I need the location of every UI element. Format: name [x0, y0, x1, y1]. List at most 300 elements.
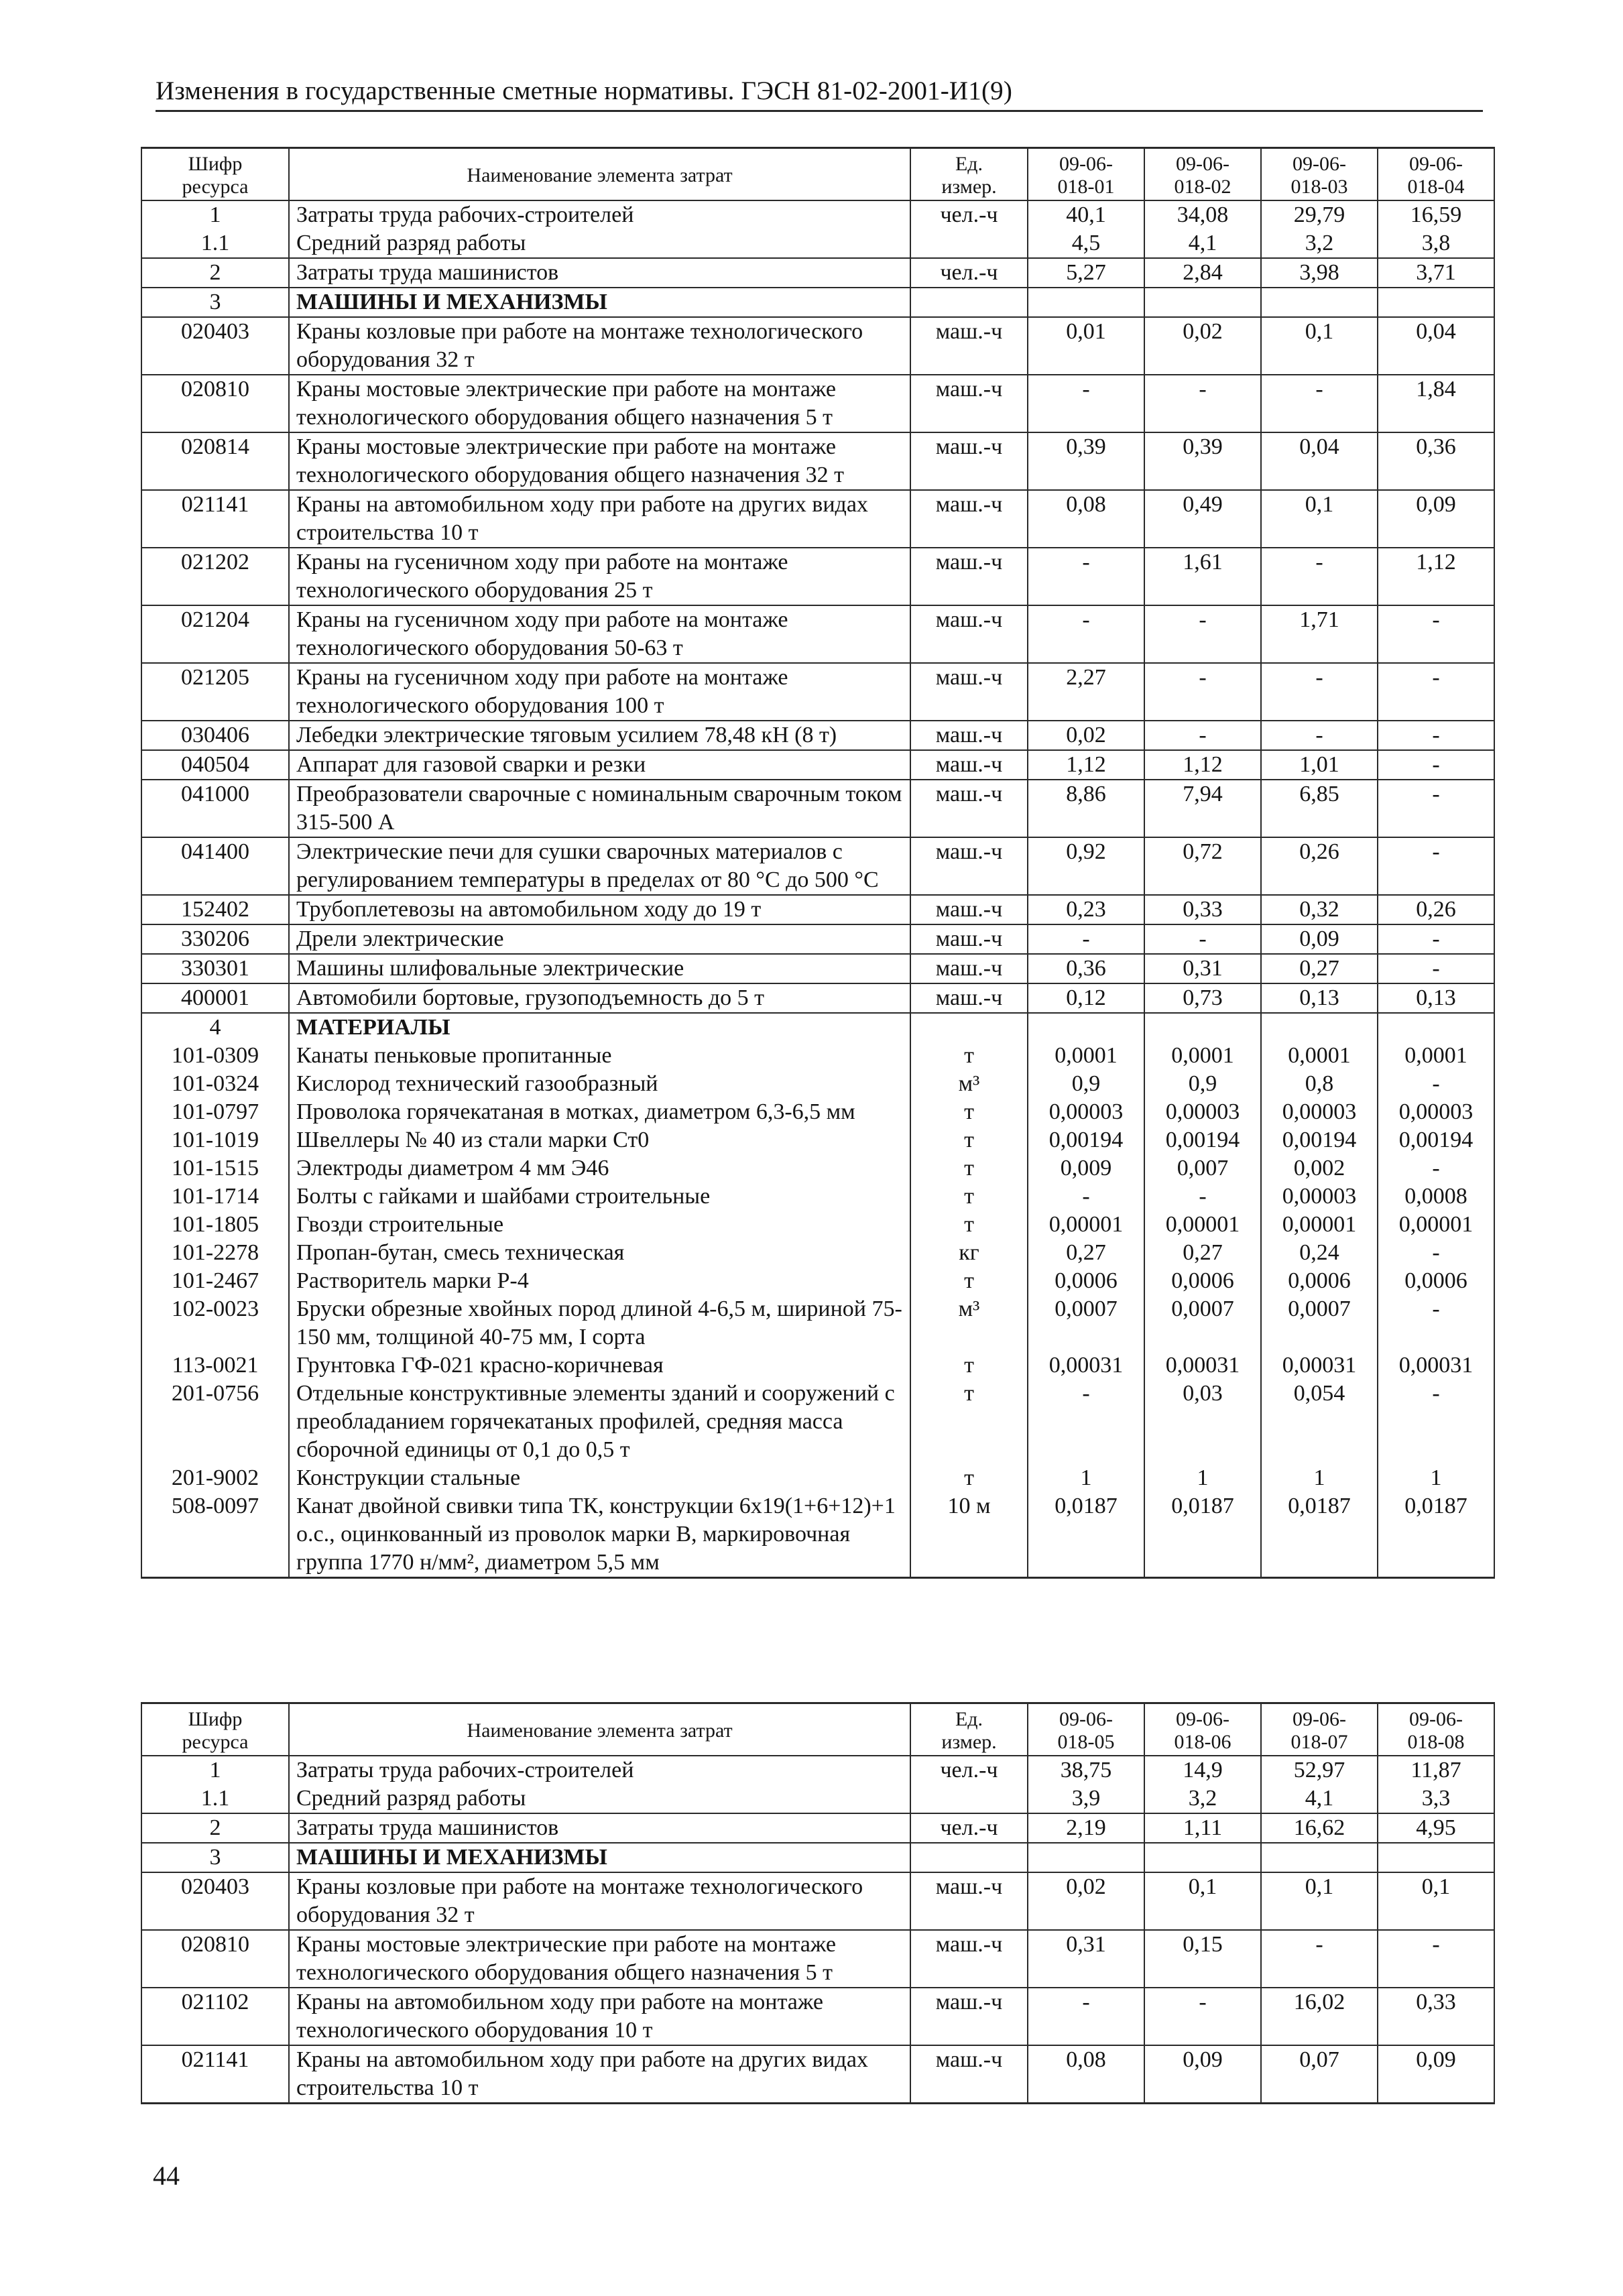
resource-code: 021205	[141, 663, 289, 721]
resource-unit: маш.-ч	[910, 837, 1028, 895]
resource-name: Преобразователи сварочные с номинальным сварочным током 315-500 А	[289, 780, 910, 837]
resource-name: Краны на гусеничном ходу при работе на монтаже технологического оборудования 100 т	[289, 663, 910, 721]
norm-value-3: 0,0006	[1261, 1267, 1378, 1295]
resource-name: Затраты труда рабочих-строителей	[289, 200, 910, 229]
table-row	[141, 229, 1494, 258]
norm-value-2: 34,08	[1144, 200, 1261, 229]
table-row	[141, 1988, 1494, 2045]
norm-value-3: 0,8	[1261, 1070, 1378, 1098]
resource-unit: маш.-ч	[910, 983, 1028, 1013]
norm-value-4: 16,59	[1378, 200, 1494, 229]
resource-unit: маш.-ч	[910, 924, 1028, 954]
norm-value-4: 1,84	[1378, 375, 1494, 432]
resource-code: 201-9002	[141, 1464, 289, 1492]
norm-value-4: 0,13	[1378, 983, 1494, 1013]
norm-value-3: 0,1	[1261, 490, 1378, 548]
section-heading-row	[141, 1843, 1494, 1872]
norm-value-4: 3,3	[1378, 1785, 1494, 1813]
norm-value-3: 0,32	[1261, 895, 1378, 924]
norm-value-4: -	[1378, 721, 1494, 750]
resource-unit: маш.-ч	[910, 1930, 1028, 1988]
table-row	[141, 1380, 1494, 1464]
resource-name: Краны на автомобильном ходу при работе на монтаже технологического оборудования 10 т	[289, 1988, 910, 2045]
header-norm-col-4: 09-06- 018-04	[1378, 148, 1494, 201]
resource-code: 041400	[141, 837, 289, 895]
table-body	[141, 200, 1494, 1578]
resource-unit: маш.-ч	[910, 605, 1028, 663]
norm-value-4: 0,00031	[1378, 1351, 1494, 1380]
norm-value-2: 7,94	[1144, 780, 1261, 837]
resource-code: 101-1515	[141, 1154, 289, 1183]
resource-code: 101-0324	[141, 1070, 289, 1098]
norm-value-3: 0,054	[1261, 1380, 1378, 1464]
norm-value-2: 0,49	[1144, 490, 1261, 548]
norm-value-1: -	[1028, 924, 1144, 954]
resource-name: Отдельные конструктивные элементы зданий и сооружений с преобладанием горячекатаных профилей, средняя масса сборочной единицы от 0,1 до 0,5 т	[289, 1380, 910, 1464]
resource-code: 021202	[141, 548, 289, 605]
resource-name: Краны на автомобильном ходу при работе на других видах строительства 10 т	[289, 2045, 910, 2104]
norm-value-3: 0,24	[1261, 1239, 1378, 1267]
norm-value-2: -	[1144, 375, 1261, 432]
norm-value-2: -	[1144, 924, 1261, 954]
norm-value-1: 0,23	[1028, 895, 1144, 924]
resource-name: Канат двойной свивки типа ТК, конструкции 6х19(1+6+12)+1 о.с., оцинкованный из проволок марки В, маркировочная группа 1770 н/мм², диаметром 5,5 мм	[289, 1492, 910, 1578]
resource-code: 400001	[141, 983, 289, 1013]
header-norm-col-1: 09-06- 018-01	[1028, 148, 1144, 201]
norm-value-1: 0,92	[1028, 837, 1144, 895]
resource-unit: чел.-ч	[910, 1756, 1028, 1785]
resource-unit: т	[910, 1380, 1028, 1464]
resource-code: 101-1714	[141, 1183, 289, 1211]
norm-value-2: 0,00001	[1144, 1211, 1261, 1239]
norm-value-1: 1,12	[1028, 750, 1144, 780]
table-row	[141, 490, 1494, 548]
resource-name: Средний разряд работы	[289, 229, 910, 258]
norm-value-2: 1	[1144, 1464, 1261, 1492]
resource-code: 102-0023	[141, 1295, 289, 1351]
norm-value-1: -	[1028, 1183, 1144, 1211]
norm-value-3: 16,02	[1261, 1988, 1378, 2045]
resource-unit	[910, 288, 1028, 317]
norm-value-2: -	[1144, 721, 1261, 750]
norm-value-4: -	[1378, 780, 1494, 837]
resource-code: 330206	[141, 924, 289, 954]
norm-value-1: 0,00031	[1028, 1351, 1144, 1380]
norm-value-4: 0,0001	[1378, 1042, 1494, 1070]
table-row	[141, 837, 1494, 895]
norm-value-1: 4,5	[1028, 229, 1144, 258]
resource-name: Болты с гайками и шайбами строительные	[289, 1183, 910, 1211]
resource-name: Конструкции стальные	[289, 1464, 910, 1492]
table-row	[141, 780, 1494, 837]
norm-value-2: 0,39	[1144, 432, 1261, 490]
resource-code: 1.1	[141, 1785, 289, 1813]
norm-value-1: -	[1028, 1380, 1144, 1464]
norm-value-4: 0,00003	[1378, 1098, 1494, 1126]
header-norm-col-2: 09-06- 018-02	[1144, 148, 1261, 201]
resource-code: 330301	[141, 954, 289, 983]
resource-name: Гвозди строительные	[289, 1211, 910, 1239]
header-unit: Ед. измер.	[910, 1703, 1028, 1756]
norm-value-3	[1261, 1013, 1378, 1042]
norm-value-1: -	[1028, 548, 1144, 605]
resource-code: 1.1	[141, 229, 289, 258]
table-row	[141, 200, 1494, 229]
table-row	[141, 605, 1494, 663]
table-row	[141, 1267, 1494, 1295]
norm-value-1: 0,08	[1028, 2045, 1144, 2104]
norm-value-4: -	[1378, 750, 1494, 780]
norm-value-3: 16,62	[1261, 1813, 1378, 1843]
norm-value-4	[1378, 288, 1494, 317]
norm-value-2: 0,33	[1144, 895, 1261, 924]
norm-value-1: -	[1028, 1988, 1144, 2045]
table-row	[141, 1098, 1494, 1126]
resource-unit: маш.-ч	[910, 317, 1028, 375]
norm-value-1: 5,27	[1028, 258, 1144, 288]
header-code: Шифр ресурса	[141, 1703, 289, 1756]
norm-value-1: 0,0001	[1028, 1042, 1144, 1070]
norm-value-2: 3,2	[1144, 1785, 1261, 1813]
table-row	[141, 954, 1494, 983]
resource-unit	[910, 229, 1028, 258]
norm-value-1: 0,02	[1028, 721, 1144, 750]
norm-value-2: 0,0187	[1144, 1492, 1261, 1578]
norm-value-3: 0,13	[1261, 983, 1378, 1013]
norm-value-3: -	[1261, 548, 1378, 605]
norm-value-2: 14,9	[1144, 1756, 1261, 1785]
norm-value-4: 0,36	[1378, 432, 1494, 490]
resource-code: 101-0309	[141, 1042, 289, 1070]
norm-value-3: -	[1261, 375, 1378, 432]
norm-value-3: 0,00031	[1261, 1351, 1378, 1380]
resource-name: Пропан-бутан, смесь техническая	[289, 1239, 910, 1267]
norm-value-1	[1028, 1843, 1144, 1872]
resource-code: 2	[141, 258, 289, 288]
norm-value-3	[1261, 288, 1378, 317]
norm-value-1: 0,27	[1028, 1239, 1144, 1267]
resource-unit	[910, 1785, 1028, 1813]
resource-name: Затраты труда машинистов	[289, 258, 910, 288]
norm-value-4: 3,8	[1378, 229, 1494, 258]
document-title: Изменения в государственные сметные нормативы. ГЭСН 81-02-2001-И1(9)	[156, 76, 1013, 105]
norm-value-4: 1	[1378, 1464, 1494, 1492]
resource-code: 101-2467	[141, 1267, 289, 1295]
norm-value-3: 0,27	[1261, 954, 1378, 983]
norm-value-2: 0,0006	[1144, 1267, 1261, 1295]
header-norm-col-3: 09-06- 018-07	[1261, 1703, 1378, 1756]
norm-value-4: 0,33	[1378, 1988, 1494, 2045]
resource-unit: маш.-ч	[910, 1872, 1028, 1930]
norm-value-1: 3,9	[1028, 1785, 1144, 1813]
resource-unit: м³	[910, 1070, 1028, 1098]
norm-value-3: 0,0187	[1261, 1492, 1378, 1578]
resource-code: 020810	[141, 1930, 289, 1988]
norm-value-4: -	[1378, 1239, 1494, 1267]
norm-value-1: 38,75	[1028, 1756, 1144, 1785]
resource-unit: маш.-ч	[910, 895, 1028, 924]
resource-unit: маш.-ч	[910, 780, 1028, 837]
table-row	[141, 1492, 1494, 1578]
resource-unit: т	[910, 1098, 1028, 1126]
norm-value-1: 0,00001	[1028, 1211, 1144, 1239]
norm-value-3: 0,1	[1261, 317, 1378, 375]
resource-code: 101-0797	[141, 1098, 289, 1126]
norm-value-3: 0,0001	[1261, 1042, 1378, 1070]
resource-table-2	[141, 1702, 1495, 2104]
table-row	[141, 1070, 1494, 1098]
table-row	[141, 750, 1494, 780]
resource-unit: т	[910, 1183, 1028, 1211]
norm-value-3: 3,2	[1261, 229, 1378, 258]
resource-name: Растворитель марки Р-4	[289, 1267, 910, 1295]
norm-value-3: 1,01	[1261, 750, 1378, 780]
resource-unit: маш.-ч	[910, 490, 1028, 548]
norm-value-3: 0,002	[1261, 1154, 1378, 1183]
section-heading-row	[141, 1013, 1494, 1042]
table-header-row	[141, 148, 1494, 201]
resource-name: Краны мостовые электрические при работе на монтаже технологического оборудования общего назначения 32 т	[289, 432, 910, 490]
norm-value-2: 2,84	[1144, 258, 1261, 288]
norm-value-1: 0,08	[1028, 490, 1144, 548]
page-header	[156, 75, 1483, 112]
resource-code: 2	[141, 1813, 289, 1843]
resource-unit	[910, 1013, 1028, 1042]
norm-value-2: 1,11	[1144, 1813, 1261, 1843]
norm-value-3: 0,04	[1261, 432, 1378, 490]
norm-value-1: 0,01	[1028, 317, 1144, 375]
table-row	[141, 432, 1494, 490]
resource-name: Затраты труда рабочих-строителей	[289, 1756, 910, 1785]
norm-value-4	[1378, 1843, 1494, 1872]
norm-value-4: 0,09	[1378, 490, 1494, 548]
norm-value-1: 40,1	[1028, 200, 1144, 229]
norm-value-1: -	[1028, 375, 1144, 432]
norm-value-4: -	[1378, 1380, 1494, 1464]
resource-code: 020810	[141, 375, 289, 432]
section-heading: МАШИНЫ И МЕХАНИЗМЫ	[289, 1843, 910, 1872]
resource-unit: маш.-ч	[910, 432, 1028, 490]
norm-value-4: 0,26	[1378, 895, 1494, 924]
table-row	[141, 1211, 1494, 1239]
resource-code: 201-0756	[141, 1380, 289, 1464]
table-row	[141, 1351, 1494, 1380]
table-row	[141, 1042, 1494, 1070]
norm-value-1: 0,0187	[1028, 1492, 1144, 1578]
norm-value-2: 0,03	[1144, 1380, 1261, 1464]
table-row	[141, 1785, 1494, 1813]
header-code: Шифр ресурса	[141, 148, 289, 201]
resource-code: 020403	[141, 1872, 289, 1930]
norm-value-4: 0,0187	[1378, 1492, 1494, 1578]
table-row	[141, 2045, 1494, 2104]
section-heading: МАШИНЫ И МЕХАНИЗМЫ	[289, 288, 910, 317]
header-norm-col-3: 09-06- 018-03	[1261, 148, 1378, 201]
norm-value-1: 0,9	[1028, 1070, 1144, 1098]
norm-value-2: 1,12	[1144, 750, 1261, 780]
norm-value-4: 0,1	[1378, 1872, 1494, 1930]
norm-value-4: -	[1378, 605, 1494, 663]
norm-value-2: 0,02	[1144, 317, 1261, 375]
header-name: Наименование элемента затрат	[289, 148, 910, 201]
norm-value-4: 0,00001	[1378, 1211, 1494, 1239]
resource-unit: т	[910, 1126, 1028, 1154]
table-row	[141, 548, 1494, 605]
table-body	[141, 1756, 1494, 2104]
norm-value-4: 0,04	[1378, 317, 1494, 375]
norm-value-1: 1	[1028, 1464, 1144, 1492]
resource-name: Машины шлифовальные электрические	[289, 954, 910, 983]
norm-value-2: 4,1	[1144, 229, 1261, 258]
resource-name: Кислород технический газообразный	[289, 1070, 910, 1098]
resource-unit: маш.-ч	[910, 548, 1028, 605]
resource-code: 101-1805	[141, 1211, 289, 1239]
norm-value-4: 11,87	[1378, 1756, 1494, 1785]
table-row	[141, 1295, 1494, 1351]
header-norm-col-4: 09-06- 018-08	[1378, 1703, 1494, 1756]
table-row	[141, 1813, 1494, 1843]
norm-value-2: 0,007	[1144, 1154, 1261, 1183]
norm-value-4: 0,00194	[1378, 1126, 1494, 1154]
table-row	[141, 924, 1494, 954]
norm-value-2	[1144, 1843, 1261, 1872]
resource-unit: т	[910, 1154, 1028, 1183]
norm-value-2: 0,0001	[1144, 1042, 1261, 1070]
resource-name: Затраты труда машинистов	[289, 1813, 910, 1843]
norm-value-1: 0,12	[1028, 983, 1144, 1013]
norm-value-1	[1028, 1013, 1144, 1042]
resource-name: Краны на гусеничном ходу при работе на монтаже технологического оборудования 25 т	[289, 548, 910, 605]
table-row	[141, 1756, 1494, 1785]
norm-value-4: -	[1378, 1154, 1494, 1183]
resource-name: Канаты пеньковые пропитанные	[289, 1042, 910, 1070]
resource-code: 3	[141, 1843, 289, 1872]
norm-value-3: 1,71	[1261, 605, 1378, 663]
norm-value-1: 2,27	[1028, 663, 1144, 721]
norm-value-2: -	[1144, 1183, 1261, 1211]
norm-value-1: 0,0006	[1028, 1267, 1144, 1295]
norm-value-2: 0,00031	[1144, 1351, 1261, 1380]
norm-value-4: -	[1378, 837, 1494, 895]
resource-code: 1	[141, 1756, 289, 1785]
resource-name: Краны на автомобильном ходу при работе на других видах строительства 10 т	[289, 490, 910, 548]
norm-value-3	[1261, 1843, 1378, 1872]
table-row	[141, 1239, 1494, 1267]
norm-value-1: 0,0007	[1028, 1295, 1144, 1351]
resource-name: Дрели электрические	[289, 924, 910, 954]
norm-value-2: 0,1	[1144, 1872, 1261, 1930]
norm-value-3: 0,00003	[1261, 1098, 1378, 1126]
resource-unit	[910, 1843, 1028, 1872]
table-row	[141, 317, 1494, 375]
resource-name: Проволока горячекатаная в мотках, диаметром 6,3-6,5 мм	[289, 1098, 910, 1126]
table-row	[141, 258, 1494, 288]
norm-value-2: 0,09	[1144, 2045, 1261, 2104]
norm-value-2: 0,72	[1144, 837, 1261, 895]
norm-value-4: -	[1378, 1295, 1494, 1351]
norm-value-2: 0,00003	[1144, 1098, 1261, 1126]
resource-code: 041000	[141, 780, 289, 837]
norm-value-3: -	[1261, 1930, 1378, 1988]
resource-code: 040504	[141, 750, 289, 780]
resource-code: 1	[141, 200, 289, 229]
norm-value-1: 2,19	[1028, 1813, 1144, 1843]
resource-unit: чел.-ч	[910, 258, 1028, 288]
norm-value-1	[1028, 288, 1144, 317]
resource-name: Лебедки электрические тяговым усилием 78,48 кН (8 т)	[289, 721, 910, 750]
resource-name: Краны на гусеничном ходу при работе на монтаже технологического оборудования 50-63 т	[289, 605, 910, 663]
norm-value-3: 0,00194	[1261, 1126, 1378, 1154]
resource-name: Краны мостовые электрические при работе на монтаже технологического оборудования общего назначения 5 т	[289, 375, 910, 432]
norm-value-3: 0,1	[1261, 1872, 1378, 1930]
resource-table-1	[141, 147, 1495, 1579]
resource-name: Краны мостовые электрические при работе на монтаже технологического оборудования общего назначения 5 т	[289, 1930, 910, 1988]
resource-code: 101-2278	[141, 1239, 289, 1267]
norm-value-4: -	[1378, 1070, 1494, 1098]
section-heading-row	[141, 288, 1494, 317]
resource-name: Краны козловые при работе на монтаже технологического оборудования 32 т	[289, 1872, 910, 1930]
norm-value-1: -	[1028, 605, 1144, 663]
table-row	[141, 1154, 1494, 1183]
norm-value-3: -	[1261, 721, 1378, 750]
norm-value-2: 0,73	[1144, 983, 1261, 1013]
resource-unit: маш.-ч	[910, 663, 1028, 721]
norm-value-4	[1378, 1013, 1494, 1042]
header-unit: Ед. измер.	[910, 148, 1028, 201]
norm-value-2: 0,27	[1144, 1239, 1261, 1267]
norm-value-2: 1,61	[1144, 548, 1261, 605]
table-row	[141, 375, 1494, 432]
resource-unit: маш.-ч	[910, 2045, 1028, 2104]
resource-code: 030406	[141, 721, 289, 750]
resource-unit: маш.-ч	[910, 1988, 1028, 2045]
table-row	[141, 1464, 1494, 1492]
norm-value-3: 0,09	[1261, 924, 1378, 954]
resource-unit: маш.-ч	[910, 721, 1028, 750]
norm-value-1: 0,36	[1028, 954, 1144, 983]
norm-value-3: 1	[1261, 1464, 1378, 1492]
resource-name: Трубоплетевозы на автомобильном ходу до 19 т	[289, 895, 910, 924]
table-row	[141, 1126, 1494, 1154]
norm-value-4: -	[1378, 924, 1494, 954]
resource-name: Аппарат для газовой сварки и резки	[289, 750, 910, 780]
resource-code: 152402	[141, 895, 289, 924]
table-row	[141, 1183, 1494, 1211]
table-header-row	[141, 1703, 1494, 1756]
resource-code: 4	[141, 1013, 289, 1042]
norm-value-4: 4,95	[1378, 1813, 1494, 1843]
norm-value-2: 0,15	[1144, 1930, 1261, 1988]
norm-value-2	[1144, 288, 1261, 317]
resource-unit: 10 м	[910, 1492, 1028, 1578]
resource-code: 020814	[141, 432, 289, 490]
norm-value-3: 0,26	[1261, 837, 1378, 895]
norm-value-1: 0,31	[1028, 1930, 1144, 1988]
resource-code: 020403	[141, 317, 289, 375]
resource-unit: кг	[910, 1239, 1028, 1267]
resource-unit: т	[910, 1267, 1028, 1295]
norm-value-4: 0,0006	[1378, 1267, 1494, 1295]
table-row	[141, 663, 1494, 721]
norm-value-4: 3,71	[1378, 258, 1494, 288]
norm-value-3: -	[1261, 663, 1378, 721]
resource-name: Грунтовка ГФ-021 красно-коричневая	[289, 1351, 910, 1380]
resource-unit: т	[910, 1351, 1028, 1380]
resource-name: Швеллеры № 40 из стали марки Ст0	[289, 1126, 910, 1154]
norm-value-3: 0,07	[1261, 2045, 1378, 2104]
norm-value-2: 0,9	[1144, 1070, 1261, 1098]
norm-value-2: -	[1144, 1988, 1261, 2045]
